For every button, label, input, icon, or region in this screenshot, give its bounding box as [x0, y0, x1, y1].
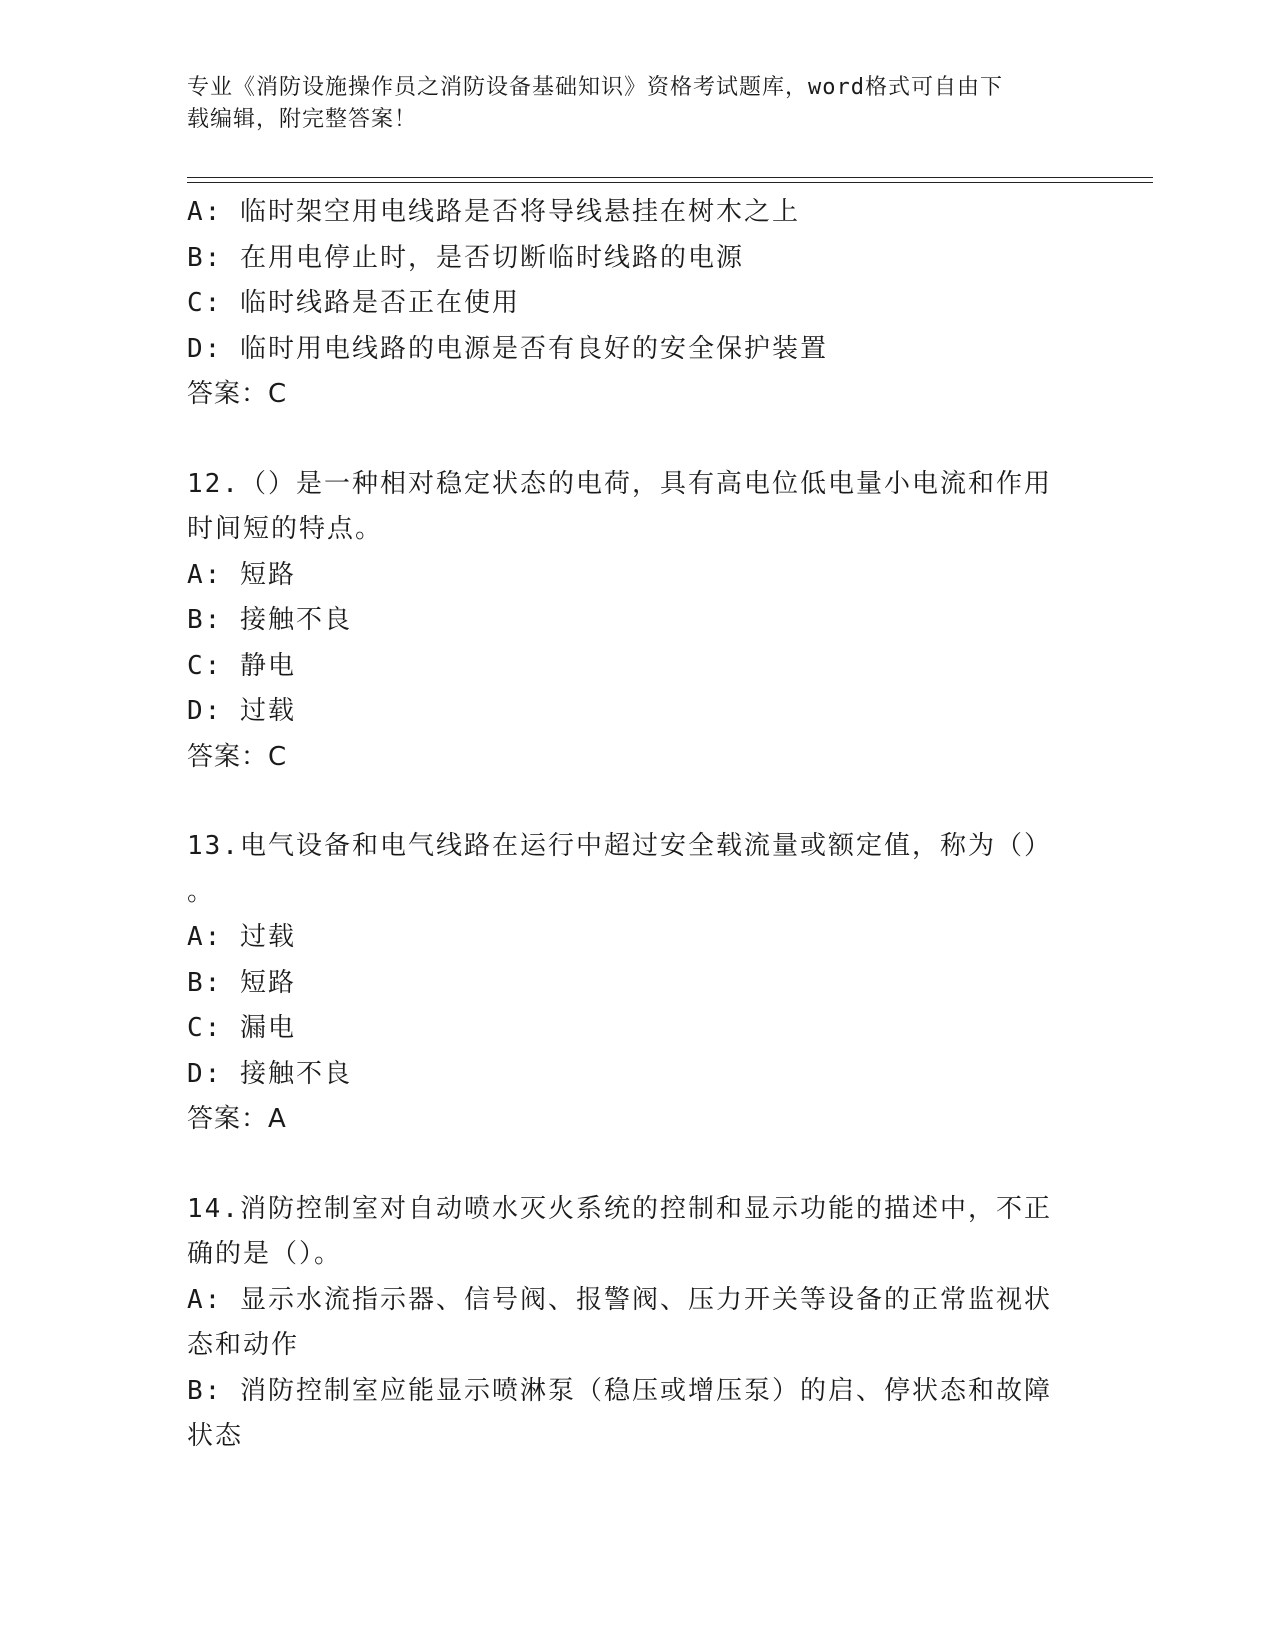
option-c: C: 临时线路是否正在使用: [187, 288, 520, 318]
header-line-2: 载编辑，附完整答案！: [187, 107, 418, 132]
header-rule-bottom: [187, 182, 1153, 183]
option-b: B: 在用电停止时，是否切断临时线路的电源: [187, 242, 744, 273]
option-b-cont: 状态: [187, 1421, 244, 1451]
option-c: C: 漏电: [187, 1013, 296, 1043]
option-d: D: 过载: [187, 696, 296, 726]
option-a: A: 临时架空用电线路是否将导线悬挂在树木之上: [187, 197, 800, 227]
option-a: A: 显示水流指示器、信号阀、报警阀、压力开关等设备的正常监视状: [187, 1284, 1052, 1315]
question-13: [187, 824, 1087, 1143]
option-a: A: 短路: [187, 559, 296, 590]
question-text-cont: 时间短的特点。: [187, 514, 384, 544]
question-11: [187, 190, 1087, 418]
option-b: B: 短路: [187, 967, 296, 998]
spacer: [187, 1143, 1087, 1187]
option-b: B: 消防控制室应能显示喷淋泵（稳压或增压泵）的启、停状态和故障: [187, 1375, 1052, 1406]
spacer: [187, 780, 1087, 824]
option-d: D: 临时用电线路的电源是否有良好的安全保护装置: [187, 333, 828, 364]
document-header: [187, 72, 1087, 136]
option-a-cont: 态和动作: [187, 1330, 300, 1360]
answer: 答案：C: [187, 379, 288, 409]
option-d: D: 接触不良: [187, 1058, 352, 1089]
option-b: B: 接触不良: [187, 605, 352, 635]
option-c: C: 静电: [187, 650, 296, 681]
header-line-1: 专业《消防设施操作员之消防设备基础知识》资格考试题库，word格式可自由下: [187, 75, 1003, 100]
question-text-cont: 。: [187, 876, 216, 907]
question-text-cont: 确的是（）。: [187, 1239, 343, 1269]
question-text: 13.电气设备和电气线路在运行中超过安全载流量或额定值，称为（）: [187, 831, 1052, 861]
question-12: [187, 462, 1087, 781]
header-rule-top: [187, 177, 1153, 178]
option-a: A: 过载: [187, 922, 296, 952]
answer: 答案：C: [187, 741, 288, 772]
question-list: [187, 190, 1087, 1460]
spacer: [187, 418, 1087, 462]
question-14: [187, 1187, 1087, 1460]
question-text: 12.（）是一种相对稳定状态的电荷，具有高电位低电量小电流和作用: [187, 468, 1052, 499]
question-text: 14.消防控制室对自动喷水灭火系统的控制和显示功能的描述中，不正: [187, 1193, 1052, 1224]
answer: 答案：A: [187, 1104, 287, 1134]
